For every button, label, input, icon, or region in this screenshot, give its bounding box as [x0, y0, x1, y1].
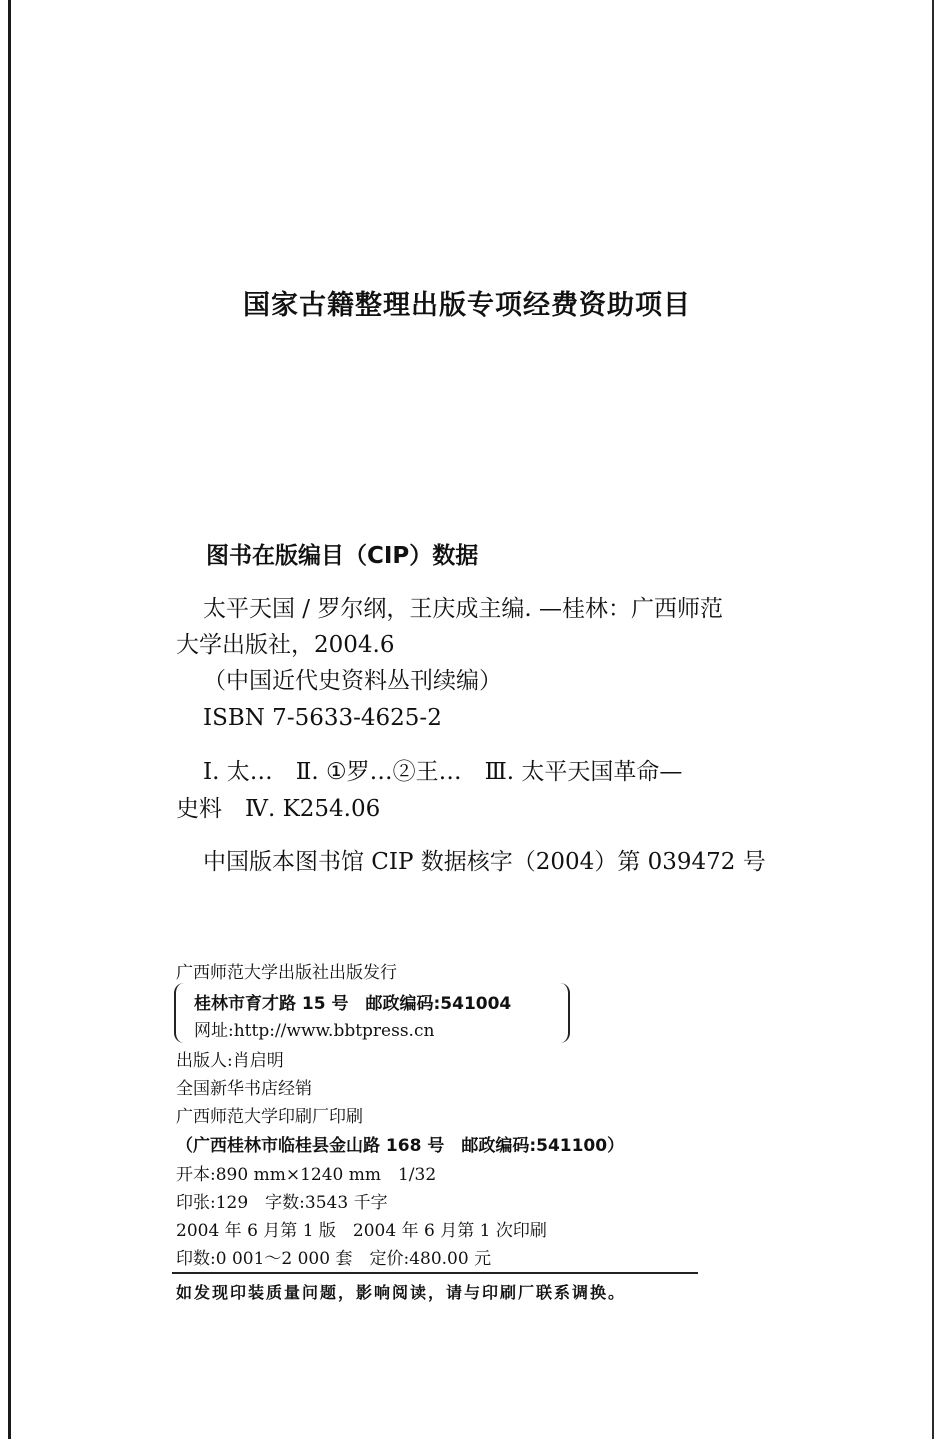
distributor-line: 全国新华书店经销: [176, 1079, 312, 1099]
printer-address: （广西桂林市临桂县金山路 168 号 邮政编码:541100）: [176, 1136, 625, 1156]
cip-publisher-line: 大学出版社，2004.6: [176, 632, 395, 658]
format-line: 开本:890 mm×1240 mm 1/32: [176, 1165, 437, 1185]
quality-notice: 如发现印装质量问题，影响阅读，请与印刷厂联系调换。: [176, 1283, 627, 1302]
cip-heading: 图书在版编目（CIP）数据: [206, 543, 479, 569]
cip-series-line: （中国近代史资料丛刊续编）: [203, 668, 502, 694]
publisher-address: 桂林市育才路 15 号 邮政编码:541004: [194, 994, 512, 1014]
cip-title-line: 太平天国 / 罗尔纲，王庆成主编. —桂林：广西师范: [203, 596, 723, 622]
publisher-person: 出版人:肖启明: [176, 1051, 284, 1071]
publisher-website: 网址:http://www.bbtpress.cn: [194, 1021, 435, 1041]
cip-record-number: 中国版本图书馆 CIP 数据核字（2004）第 039472 号: [203, 849, 766, 875]
publisher-line: 广西师范大学出版社出版发行: [176, 963, 397, 983]
printer-line: 广西师范大学印刷厂印刷: [176, 1107, 363, 1127]
project-title: 国家古籍整理出版专项经费资助项目: [243, 290, 691, 321]
edition-line: 2004 年 6 月第 1 版 2004 年 6 月第 1 次印刷: [176, 1221, 547, 1241]
cip-isbn-line: ISBN 7-5633-4625-2: [203, 705, 442, 731]
cip-classification-line: Ⅰ. 太… Ⅱ. ①罗…②王… Ⅲ. 太平天国革命—: [203, 759, 683, 785]
print-run-line: 印数:0 001～2 000 套 定价:480.00 元: [176, 1249, 492, 1269]
scan-left-edge: [8, 0, 11, 1439]
cip-classification-line-2: 史料 Ⅳ. K254.06: [176, 796, 381, 822]
sheets-line: 印张:129 字数:3543 千字: [176, 1193, 388, 1213]
divider-rule: [172, 1272, 698, 1274]
